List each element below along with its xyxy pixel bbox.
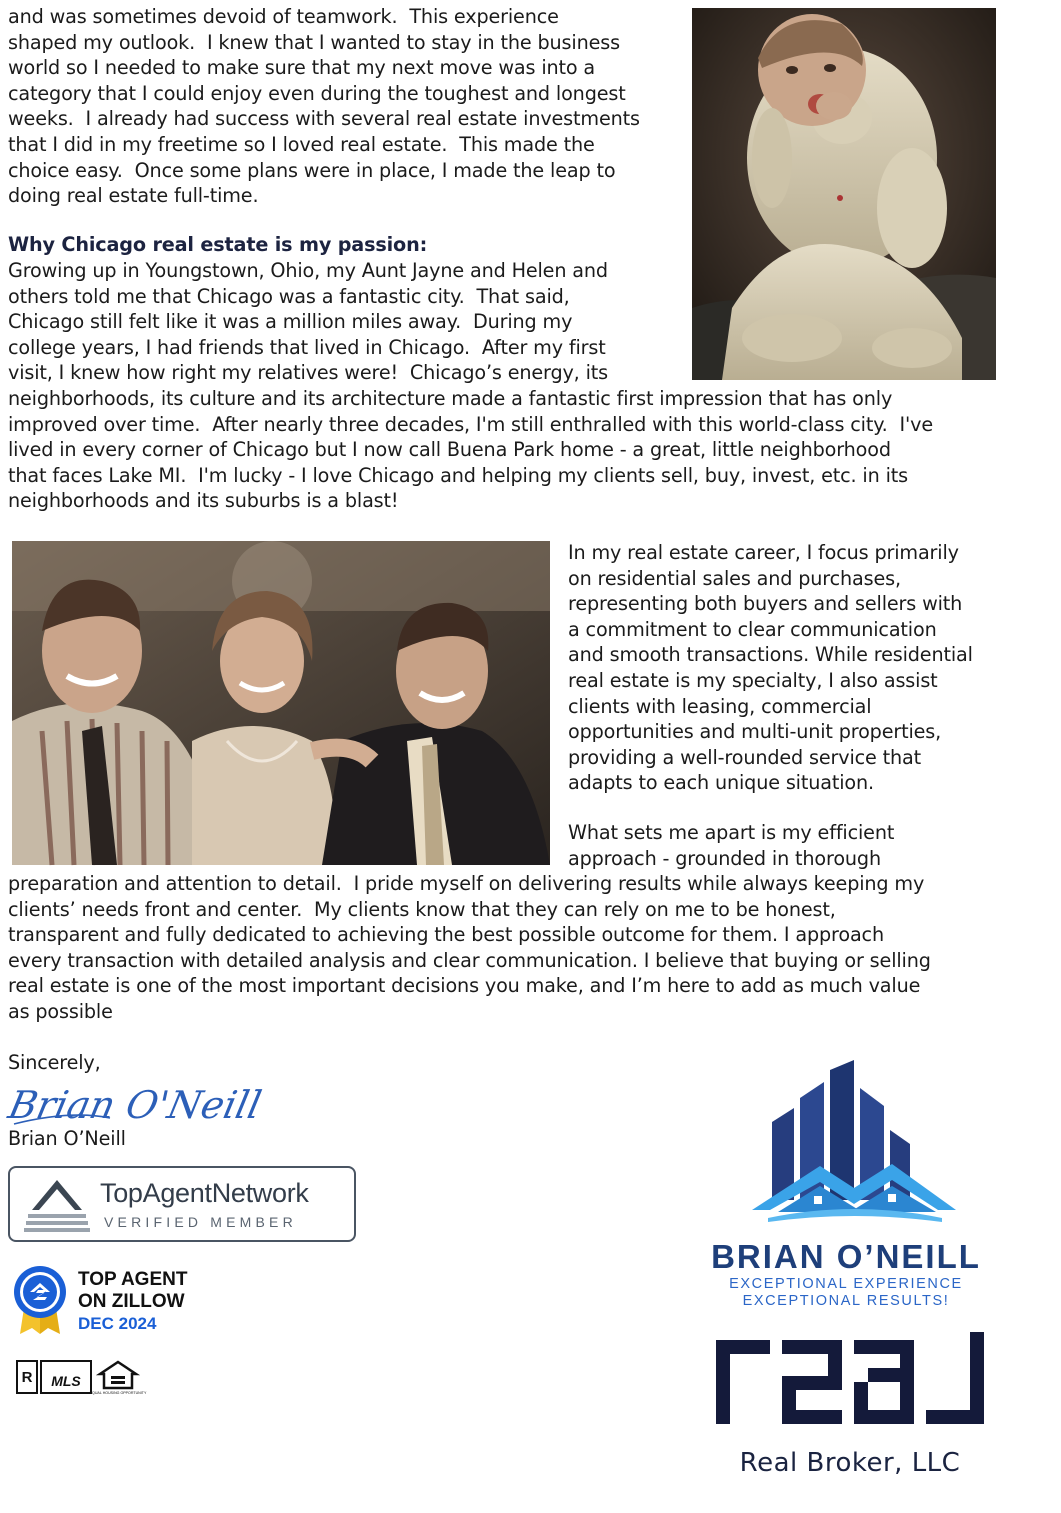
- equal-housing-text: EQUAL HOUSING OPPORTUNITY: [89, 1391, 147, 1395]
- text-line: preparation and attention to detail. I pride myself on delivering results while always keeping my: [8, 872, 925, 895]
- equal-housing-icon: [89, 1360, 147, 1396]
- signature-name: Brian O’Neill: [8, 1127, 126, 1150]
- text-line: and smooth transactions. While residential: [568, 643, 973, 667]
- text-line: real estate is my specialty, I also assist: [568, 669, 938, 692]
- mls-text: MLS: [51, 1373, 81, 1389]
- zillow-medal-icon: [10, 1264, 70, 1336]
- text-line: providing a well-rounded service that: [568, 745, 921, 769]
- top-agent-network-badge: [8, 1166, 356, 1242]
- text-line: a commitment to clear communication: [568, 617, 937, 641]
- zillow-line3: DEC 2024: [78, 1314, 157, 1333]
- text-line: choice easy. Once some plans were in place, I made the leap to: [8, 158, 616, 182]
- realtor-icon: [16, 1360, 38, 1394]
- text-line: on residential sales and purchases,: [568, 566, 901, 590]
- text-line: What sets me apart is my efficient: [568, 821, 895, 844]
- text-line: weeks. I already had success with several real estate investments: [8, 107, 640, 131]
- text-line: category that I could enjoy even during the toughest and longest: [8, 81, 626, 105]
- tan-title: TopAgentNetwork: [100, 1178, 309, 1208]
- text-line: visit, I knew how right my relatives were! Chicago’s energy, its: [8, 361, 608, 385]
- text-line: that faces Lake MI. I'm lucky - I love Chicago and helping my clients sell, buy, invest, etc. in its: [8, 463, 908, 487]
- text-line: transparent and fully dedicated to achieving the best possible outcome for them. I approach: [8, 923, 884, 947]
- signature-script: Brian O'Neill: [4, 1083, 266, 1128]
- text-line: neighborhoods and its suburbs is a blast!: [8, 489, 399, 513]
- broker-name: Real Broker, LLC: [739, 1448, 961, 1478]
- signature-image: [4, 1074, 266, 1130]
- text-line: adapts to each unique situation.: [568, 771, 874, 795]
- group-photo: [12, 541, 550, 865]
- zillow-line1: TOP AGENT: [78, 1269, 188, 1290]
- text-line: lived in every corner of Chicago but I now call Buena Park home - a great, little neighborhood: [8, 438, 891, 462]
- text-line: approach - grounded in thorough: [568, 846, 881, 870]
- text-line: In my real estate career, I focus primarily: [568, 541, 959, 564]
- compliance-logos: [16, 1360, 147, 1396]
- text-line: shaped my outlook. I knew that I wanted to stay in the business: [8, 30, 620, 54]
- text-line: college years, I had friends that lived in Chicago. After my first: [8, 335, 606, 359]
- text-line: clients’ needs front and center. My clients know that they can rely on me to be honest,: [8, 897, 836, 921]
- section-heading: Why Chicago real estate is my passion:: [8, 233, 428, 256]
- zillow-line2: ON ZILLOW: [78, 1291, 185, 1312]
- text-line: as possible: [8, 1000, 113, 1023]
- pyramid-icon: [22, 1176, 92, 1236]
- text-line: representing both buyers and sellers with: [568, 592, 963, 616]
- real-logo: [712, 1332, 988, 1428]
- mls-icon: [40, 1360, 92, 1394]
- text-line: world so I needed to make sure that my next move was into a: [8, 56, 596, 80]
- text-line: real estate is one of the most important decisions you make, and I’m here to add as much value: [8, 974, 921, 998]
- text-line: every transaction with detailed analysis and clear communication. I believe that buying or selling: [8, 948, 931, 972]
- text-line: neighborhoods, its culture and its architecture made a fantastic first impression that has only: [8, 387, 893, 410]
- text-line: that I did in my freetime so I loved real estate. This made the: [8, 133, 595, 156]
- tan-subtitle: VERIFIED MEMBER: [104, 1214, 297, 1230]
- baby-photo: [692, 8, 996, 380]
- realtor-letter: R: [21, 1369, 33, 1386]
- real-logo-text: real: [712, 1332, 714, 1333]
- text-line: Growing up in Youngstown, Ohio, my Aunt Jayne and Helen and: [8, 259, 608, 282]
- text-line: others told me that Chicago was a fantastic city. That said,: [8, 284, 570, 308]
- text-line: opportunities and multi-unit properties,: [568, 720, 942, 744]
- text-line: improved over time. After nearly three decades, I'm still enthralled with this world-class city. I've: [8, 412, 934, 436]
- city-house-icon: [742, 1060, 972, 1230]
- closing-text: Sincerely,: [8, 1051, 101, 1074]
- brand-tagline-1: EXCEPTIONAL EXPERIENCE: [729, 1276, 963, 1292]
- brand-tagline-2: EXCEPTIONAL RESULTS!: [742, 1293, 950, 1309]
- brand-name: BRIAN O’NEILL: [711, 1238, 981, 1275]
- text-line: and was sometimes devoid of teamwork. This experience: [8, 5, 559, 28]
- text-line: Chicago still felt like it was a million miles away. During my: [8, 310, 573, 334]
- text-line: doing real estate full-time.: [8, 184, 259, 208]
- text-line: clients with leasing, commercial: [568, 694, 872, 718]
